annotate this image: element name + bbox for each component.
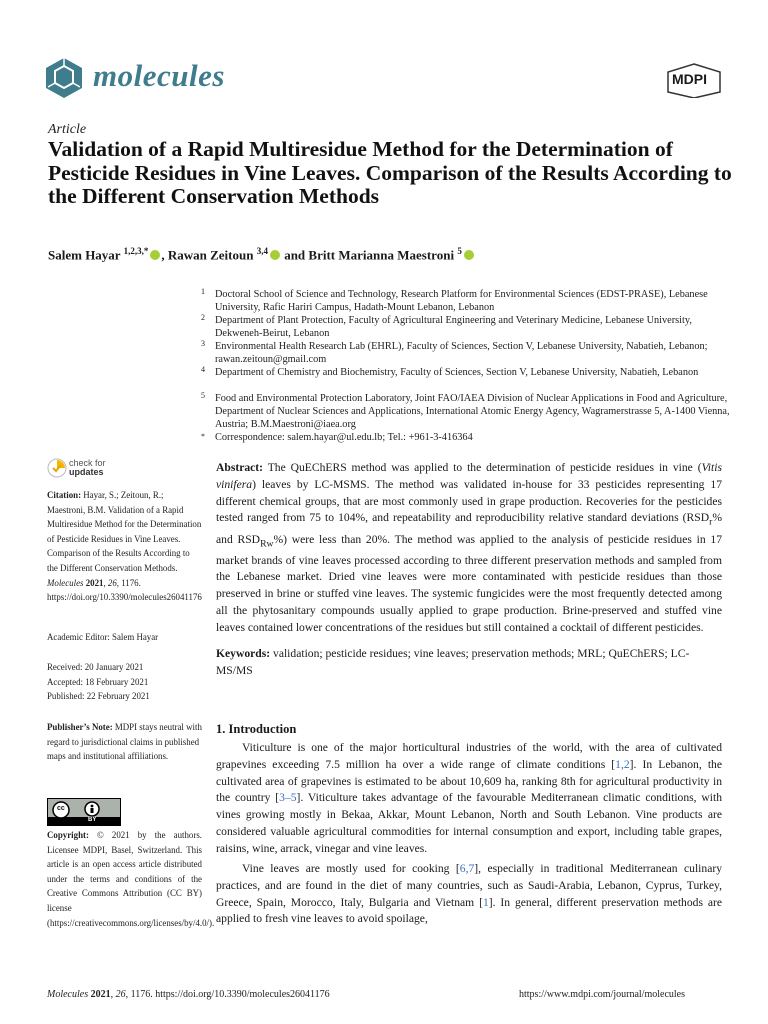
date-received: Received: 20 January 2021 [47,662,144,672]
dates-block [47,660,202,704]
footer-volume: 26 [115,989,126,1000]
article-type: Article [48,122,87,137]
footer-year: 2021 [90,989,111,1000]
journal-name: molecules [93,58,225,93]
affiliation-number: 3 [201,339,205,348]
abstract-text: %) were less than 20%. The method was applied to the analysis of pesticide residues in 17 market brands of vine leaves processed according to three different preservation methods and sampled from the Lebanese market. Dried vine leaves were more contaminated with pesticide residues than those preserved in brine or stuffed vine leaves. The systemic fungicides were the most frequently detected among all the phytosanitary compounds usually applied to grape production. Brine-preserved and stuffed vine leaves contained lower concentrations of the residues but still contained a cocktail of different pesticides. [216,532,722,634]
author-sep: , [161,247,168,263]
affiliation-1 [201,287,735,314]
author-sep: and [280,247,309,263]
intro-text: Viticulture is one of the major horticultural industries of the world, with the area of cultivated grapevines exceeding 7.5 million ha over a wide range of climate conditions [ [216,741,722,771]
publisher-note [47,720,202,764]
abstract [216,460,722,637]
citation-volume: 26 [107,577,117,588]
citation-text: Hayar, S.; Zeitoun, R.; Maestroni, B.M. Validation of a Rapid Multiresidue Method for the Determination of Pesticide Residues in Vine Leaves. Comparison of the Results According to the Different Conservation Methods. [47,490,202,573]
citation-block: Citation: Hayar, S.; Zeitoun, R.; Maestroni, B.M. Validation of a Rapid Multiresidue Method for the Determination of Pesticide Residues in Vine Leaves. Comparison of the Results According to the Different Conservation Methods. Molecules 2021, 26, 1176. https://doi.org/10.3390/molecules26041176 [47,490,202,603]
copyright-block [47,828,215,930]
author-list [48,246,475,263]
affiliation-2 [201,313,735,340]
publisher-note-text: MDPI stays neutral with regard to jurisdictional claims in published maps and institutional affiliations. [47,722,202,762]
author-name: Britt Marianna Maestroni [308,247,455,263]
section-heading-introduction: 1. Introduction [216,722,297,736]
citation-journal: Molecules [47,577,84,588]
intro-paragraph-1 [216,740,722,858]
correspondence [201,431,735,444]
affiliation-number: 1 [201,287,205,296]
reference-link[interactable]: 3–5 [279,791,297,805]
mdpi-logo [664,62,724,98]
affiliation-text: Environmental Health Research Lab (EHRL), Faculty of Sciences, Section V, Lebanese University, Nabatieh, Lebanon; rawan.zeitoun@gmail.com [215,341,708,365]
affiliation-4 [201,365,735,379]
author-affil-sup: 5 [457,246,462,256]
check-for-updates-icon[interactable] [47,458,67,478]
abstract-text: The QuEChERS method was applied to the determination of pesticide residues in vine ( [267,461,702,474]
intro-text: Vine leaves are mostly used for cooking [ [242,862,460,875]
reference-link[interactable]: 1 [482,895,489,909]
author-affil-sup: 1,2,3,* [123,246,149,256]
affiliation-number: 4 [201,365,205,374]
cc-by-icon [48,799,120,825]
copyright-text: © 2021 by the authors. Licensee MDPI, Basel, Switzerland. This article is an open access article distributed under the terms and conditions of the Creative Commons Attribution (CC BY) license (https://creativecommons.org/licenses/by/4.0/). [47,830,215,928]
keywords [216,646,722,680]
footer-citation: Molecules 2021, 26, 1176. https://doi.org/10.3390/molecules26041176 [47,989,330,1000]
date-accepted: Accepted: 18 February 2021 [47,676,149,687]
affiliation-number: * [201,432,205,441]
cc-by-label: BY [88,817,97,823]
reference-link[interactable]: 6,7 [459,862,475,875]
cc-by-license-badge[interactable] [47,798,121,826]
intro-text: ]. Viticulture takes advantage of the favourable Mediterranean climatic conditions, with vines growing mostly in Bekaa, Akkar, Mount Lebanon, North and South Lebanon. Vine products are considered valuable agricultural commodities for internal consumption and export, including table grapes, raisins, wine, arrack, vinegar and vine leaves. [216,791,722,855]
check-for-updates-label[interactable] [69,459,106,477]
article-title: Validation of a Rapid Multiresidue Method for the Determination of Pesticide Residues in Vine Leaves. Comparison of the Results According to the Different Conservation Methods [48,137,732,208]
abstract-label: Abstract: [216,461,264,474]
orcid-icon[interactable] [464,250,474,260]
affiliation-text: Department of Plant Protection, Faculty of Agricultural Engineering and Veterinary Medicine, Lebanese University, Dekweneh-Beirut, Lebanon [215,315,692,339]
affiliation-number: 2 [201,313,205,322]
affiliation-text: Department of Chemistry and Biochemistry, Faculty of Sciences, Section V, Lebanese University, Nabatieh, Lebanon [215,367,699,378]
keywords-label: Keywords: [216,647,271,660]
intro-text: ]. In Lebanon, the cultivated area of grapevines is estimated to be about 10,609 ha, ranking 8th for agricultural productivity in the country [ [216,757,722,805]
affiliation-text: Correspondence: salem.hayar@ul.edu.lb; Tel.: +961-3-416364 [215,432,473,443]
date-published: Published: 22 February 2021 [47,691,150,702]
citation-year: 2021 [85,577,104,588]
check-for-updates-line1: check for [69,458,106,468]
intro-paragraph-2 [216,861,722,928]
abstract-sub: Rw [260,537,274,549]
affiliation-3 [201,339,735,366]
abstract-text: ) leaves by LC-MSMS. The method was validated in-house for 33 pesticides representing 17 different chemical groups, that are most commonly used in grape production. Recoveries for the pesticides tested ranged from 75 to 104%, and repeatability and reproducibility relative standard deviations (RSD [216,477,722,525]
footer-journal: Molecules [47,989,89,1000]
orcid-icon[interactable] [150,250,160,260]
affiliation-text: Doctoral School of Science and Technology, Research Platform for Environmental Sciences (EDST-PRASE), Lebanese University, Rafic Hariri Campus, Hadath-Mount Lebanon, Lebanon [215,289,708,313]
footer-journal-url[interactable]: https://www.mdpi.com/journal/molecules [519,989,685,1000]
orcid-icon[interactable] [270,250,280,260]
affiliation-number: 5 [201,391,205,400]
abstract-italic: Vitis vinifera [216,461,722,491]
author-affil-sup: 3,4 [256,246,268,256]
copyright-label: Copyright: [47,830,89,840]
academic-editor: Academic Editor: Salem Hayar [47,632,159,642]
footer-doi[interactable]: , 1176. https://doi.org/10.3390/molecules26041176 [125,989,330,1000]
affiliation-5 [201,391,735,431]
affiliation-text: Food and Environmental Protection Laboratory, Joint FAO/IAEA Division of Nuclear Applications in Food and Agriculture, Department of Nuclear Sciences and Applications, International Atomic Energy Agency, Wagramerstrasse 5, A-1400 Vienna, Austria; B.M.Maestroni@iaea.org [215,393,730,430]
author-name: Salem Hayar [48,247,121,263]
abstract-text: % and RSD [216,511,722,546]
check-for-updates-line2: updates [69,467,104,477]
abstract-sub: r [709,516,713,528]
citation-doi[interactable]: , 1176. https://doi.org/10.3390/molecules26041176 [47,577,202,603]
cc-icon: cc [57,805,65,812]
molecules-logo-icon [42,56,86,100]
citation-label: Citation: [47,490,82,500]
keywords-text: validation; pesticide residues; vine leaves; preservation methods; MRL; QuEChERS; LC-MS/MS [216,647,690,677]
author-name: Rawan Zeitoun [167,247,254,263]
mdpi-logo-text: MDPI [672,71,707,87]
intro-text: ], especially in traditional Mediterranean culinary practices, and are found in the diet of many countries, such as Saudi-Arabia, Lebanon, Cyprus, Turkey, Greece, Spain, Morocco, Italy, Bulgaria and Vietnam [ [216,862,722,909]
publisher-note-label: Publisher’s Note: [47,722,113,732]
reference-link[interactable]: 1,2 [615,757,630,771]
intro-text: ]. In general, different preservation methods are applied to fresh vine leaves to avoid spoilage, [216,895,722,926]
